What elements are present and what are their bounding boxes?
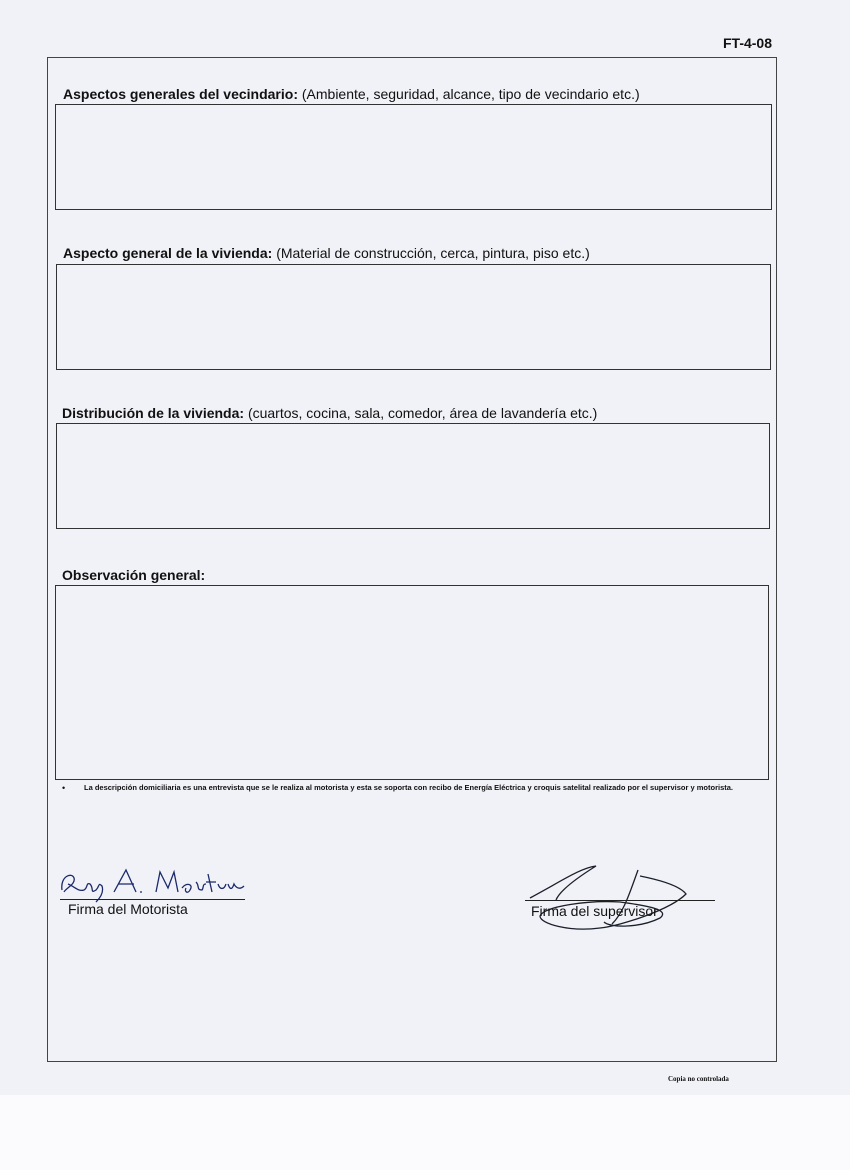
section-label: Aspectos generales del vecindario: — [63, 86, 298, 102]
section-label: Distribución de la vivienda: — [62, 405, 245, 421]
vivienda-aspecto-field[interactable] — [56, 264, 771, 370]
section-title-observacion — [62, 567, 205, 583]
section-hint: (Ambiente, seguridad, alcance, tipo de vecindario etc.) — [301, 86, 640, 102]
bullet: • — [62, 783, 66, 793]
scan-margin — [0, 1095, 850, 1170]
document-code: FT-4-08 — [722, 35, 772, 51]
section-hint: (cuartos, cocina, sala, comedor, área de lavandería etc.) — [247, 405, 598, 421]
section-title-vivienda-aspecto — [63, 245, 590, 261]
motorista-signature-label: Firma del Motorista — [68, 901, 188, 917]
section-title-distribucion — [62, 405, 597, 421]
motorista-signature-image — [56, 862, 256, 904]
vecindario-field[interactable] — [55, 104, 772, 210]
section-label: Observación general: — [62, 567, 206, 583]
section-label: Aspecto general de la vivienda: — [63, 245, 273, 261]
distribucion-field[interactable] — [56, 423, 770, 529]
observacion-field[interactable] — [55, 585, 769, 780]
motorista-signature-line — [60, 899, 245, 900]
supervisor-signature-label: Firma del supervisor — [531, 903, 658, 919]
copy-note: Copia no controlada — [668, 1075, 729, 1083]
footnote — [62, 783, 774, 793]
supervisor-signature-line — [525, 900, 715, 901]
footnote-text: La descripción domiciliaria es una entrevista que se le realiza al motorista y esta se soporta con recibo de Energía Eléctrica y croquis satelital realizado por el supervisor y motorista. — [84, 783, 733, 792]
section-hint: (Material de construcción, cerca, pintura, piso etc.) — [276, 245, 590, 261]
section-title-vecindario — [63, 86, 640, 102]
